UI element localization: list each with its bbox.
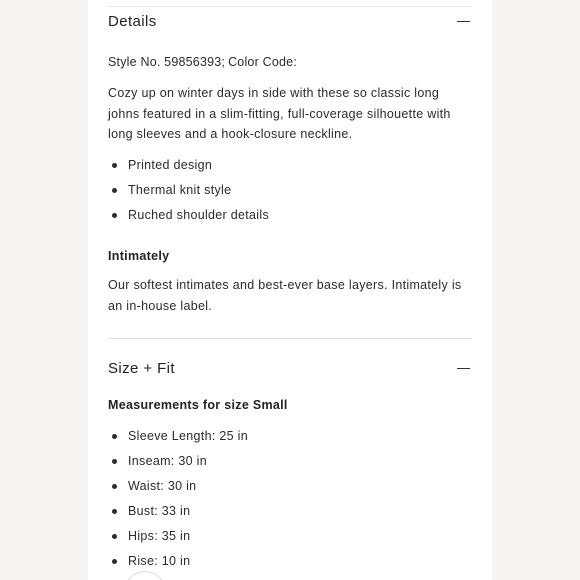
color-code: Color Code: — [228, 55, 297, 69]
list-item: Thermal knit style — [108, 178, 472, 203]
size-fit-section — [108, 354, 472, 382]
collapse-minus-icon[interactable] — [457, 368, 470, 369]
brand-block — [108, 249, 472, 316]
brand-heading: Intimately — [108, 249, 170, 263]
measurements-heading: Measurements for size Small — [108, 398, 288, 412]
details-section — [108, 7, 472, 145]
list-item: Printed design — [108, 153, 472, 178]
size-fit-accordion-header[interactable] — [108, 354, 472, 382]
list-item: Rise: 10 in — [108, 549, 472, 574]
features-list — [108, 153, 472, 228]
list-item: Hips: 35 in — [108, 524, 472, 549]
style-number: Style No. 59856393; — [108, 55, 226, 69]
section-divider — [108, 338, 472, 339]
measurements-list-wrap — [108, 424, 472, 574]
size-fit-title: Size + Fit — [108, 359, 175, 377]
brand-text: Our softest intimates and best-ever base layers. Intimately is an in-house label. — [108, 278, 462, 313]
list-item: Inseam: 30 in — [108, 449, 472, 474]
list-item: Ruched shoulder details — [108, 203, 472, 228]
details-title: Details — [108, 12, 157, 30]
list-item: Bust: 33 in — [108, 499, 472, 524]
measurements-heading-wrap — [108, 398, 472, 412]
measurements-list — [108, 424, 472, 574]
product-info-panel — [88, 0, 492, 580]
list-item: Waist: 30 in — [108, 474, 472, 499]
list-item: Sleeve Length: 25 in — [108, 424, 472, 449]
features-list-wrap — [108, 153, 472, 228]
product-description: Cozy up on winter days in side with these so classic long johns featured in a slim-fitting, full-coverage silhouette with long sleeves and a hook-closure neckline. — [108, 86, 451, 141]
details-accordion-header[interactable] — [108, 7, 472, 35]
style-number-line — [108, 55, 472, 69]
collapse-minus-icon[interactable] — [457, 21, 470, 22]
